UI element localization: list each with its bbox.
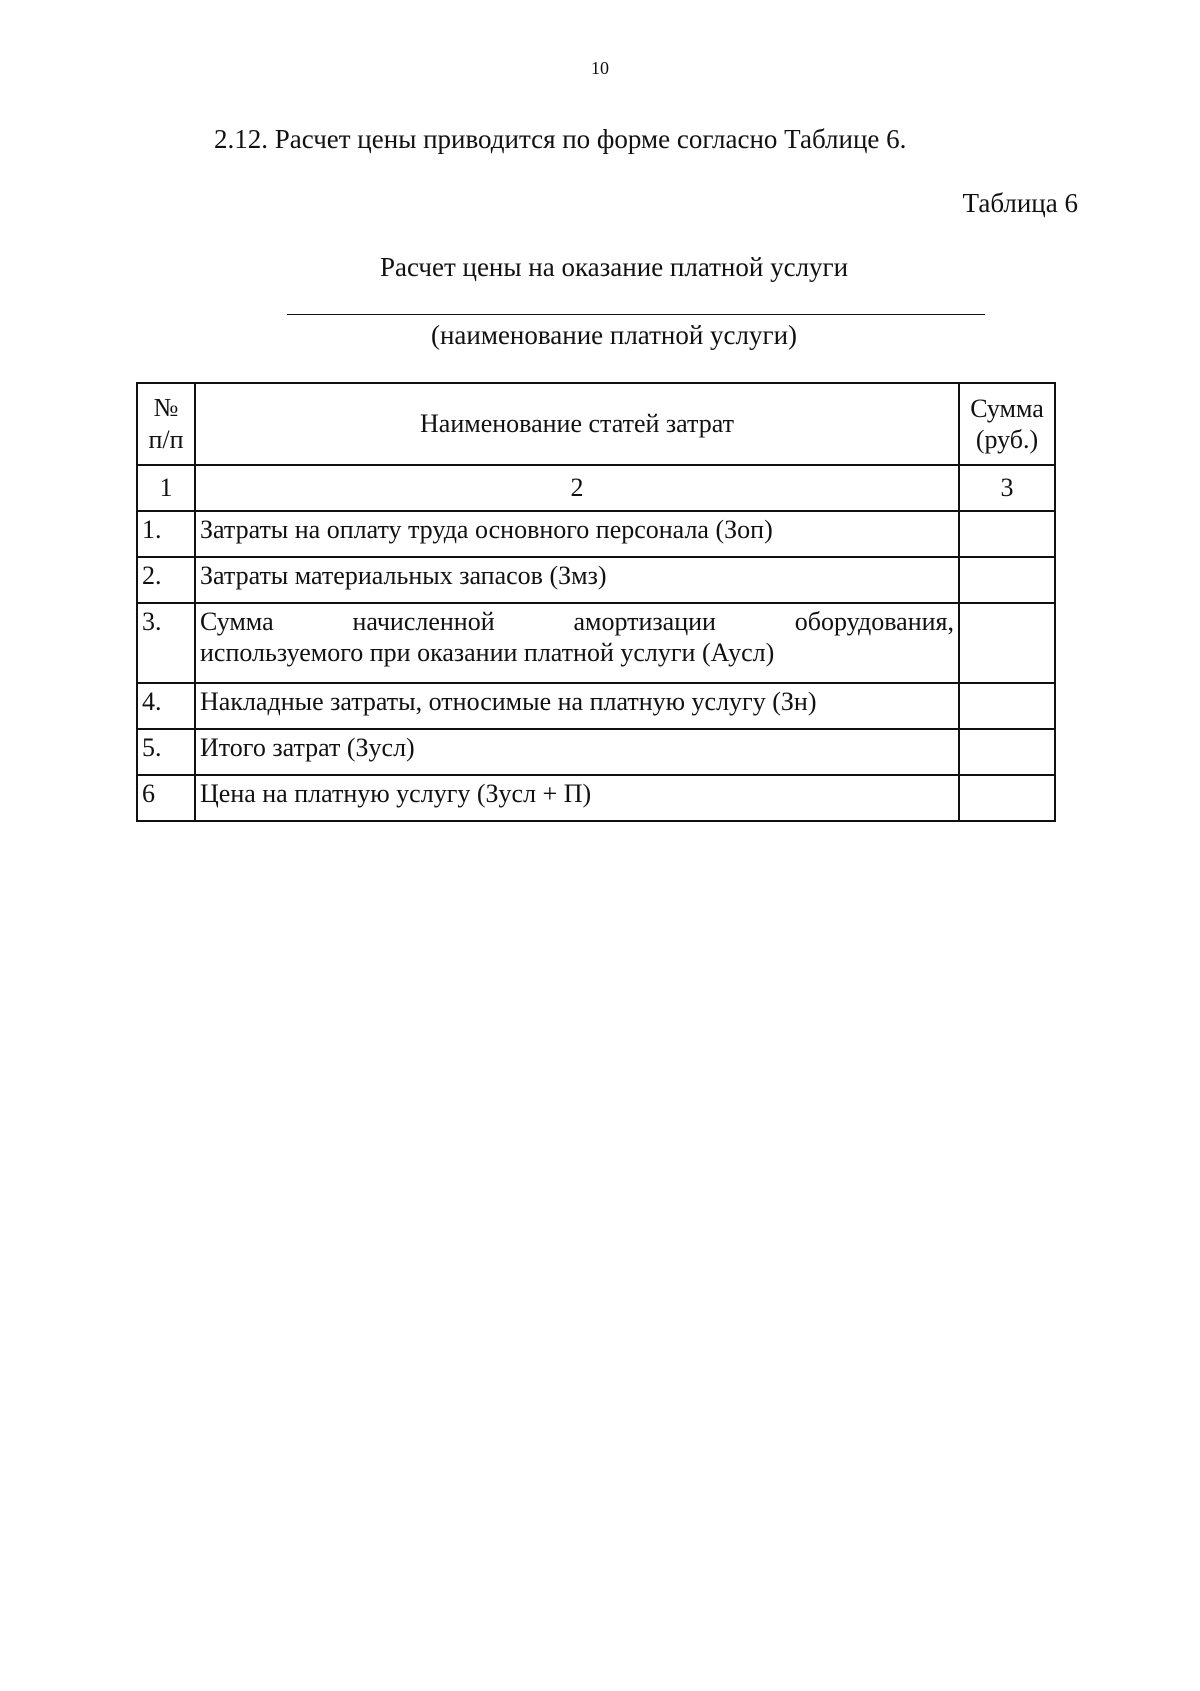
row-number: 3. (137, 603, 195, 683)
row-cost-item-line1: Сумма начисленной амортизации оборудования, (200, 607, 954, 636)
column-numbers-row (137, 465, 1055, 511)
row-number: 1. (137, 511, 195, 557)
table-row (137, 729, 1055, 775)
row-cost-item: Цена на платную услугу (Зусл + П) (195, 775, 959, 821)
service-name-blank-line (287, 314, 985, 315)
price-calculation-table (136, 382, 1056, 822)
table-row (137, 511, 1055, 557)
header-cost-items-cell: Наименование статей затрат (195, 383, 959, 465)
row-cost-item: Накладные затраты, относимые на платную услугу (Зн) (195, 683, 959, 729)
row-sum (959, 511, 1055, 557)
table-row (137, 775, 1055, 821)
row-cost-item (195, 603, 959, 683)
row-sum (959, 557, 1055, 603)
row-number: 4. (137, 683, 195, 729)
service-name-caption: (наименование платной услуги) (430, 320, 798, 350)
header-sum-label: Сумма (970, 393, 1044, 423)
row-sum (959, 603, 1055, 683)
column-number-1: 1 (137, 465, 195, 511)
header-number-cell (137, 383, 195, 465)
header-number-symbol: № (153, 392, 179, 422)
paragraph-2-12: 2.12. Расчет цены приводится по форме согласно Таблице 6. (214, 124, 907, 154)
row-cost-item-line2: используемого при оказании платной услуги (Аусл) (200, 638, 775, 668)
header-sum-cell (959, 383, 1055, 465)
row-cost-item: Итого затрат (Зусл) (195, 729, 959, 775)
table-row (137, 603, 1055, 683)
column-number-2: 2 (195, 465, 959, 511)
row-number: 6 (137, 775, 195, 821)
table-row (137, 683, 1055, 729)
row-number: 2. (137, 557, 195, 603)
page-number: 10 (591, 58, 609, 78)
row-sum (959, 729, 1055, 775)
row-cost-item: Затраты материальных запасов (Змз) (195, 557, 959, 603)
row-sum (959, 775, 1055, 821)
table-title: Расчет цены на оказание платной услуги (379, 252, 849, 282)
header-number-abbr: п/п (148, 425, 184, 454)
table-row (137, 557, 1055, 603)
row-sum (959, 683, 1055, 729)
table-label: Таблица 6 (962, 188, 1078, 218)
column-number-3: 3 (959, 465, 1055, 511)
header-sum-unit: (руб.) (975, 425, 1039, 454)
row-cost-item: Затраты на оплату труда основного персонала (Зоп) (195, 511, 959, 557)
row-number: 5. (137, 729, 195, 775)
table-header-row (137, 383, 1055, 465)
